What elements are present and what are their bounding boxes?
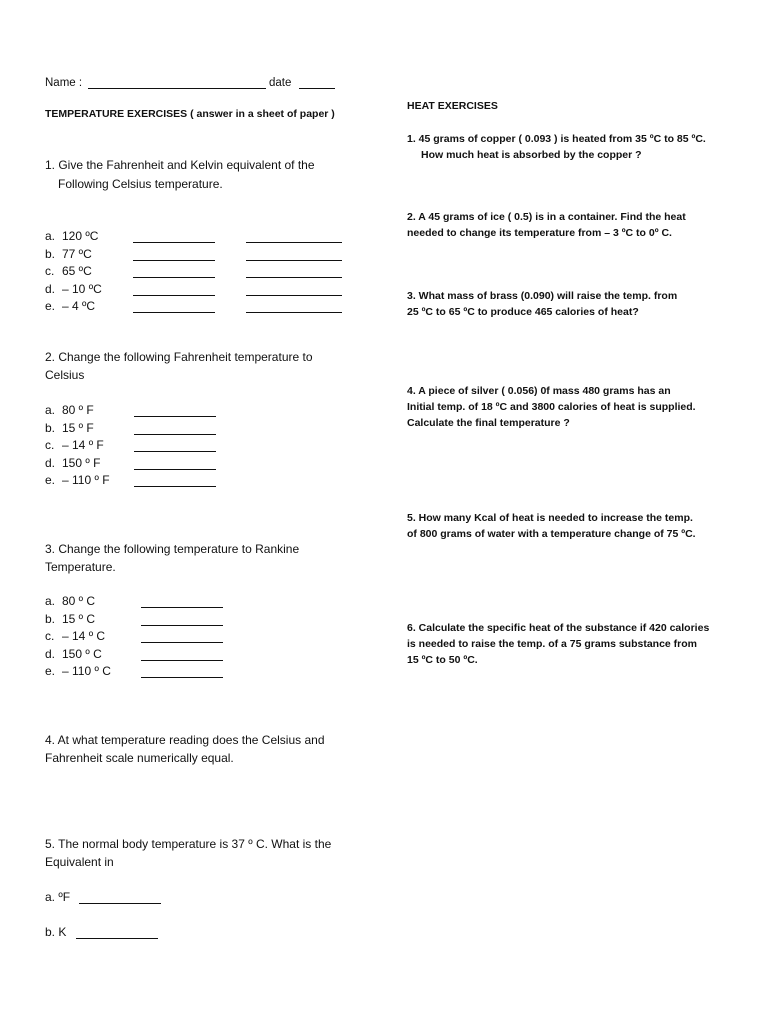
q2-item-d-letter: d.: [45, 455, 56, 470]
heat-q1-line1: 1. 45 grams of copper ( 0.093 ) is heated from 35 ºC to 85 ºC.: [407, 133, 706, 145]
q2-item-d-blank-1[interactable]: [134, 469, 216, 470]
heat-q4: [407, 383, 696, 431]
heat-q6-line1: 6. Calculate the specific heat of the substance if 420 calories: [407, 622, 710, 634]
q2-item-a-blank-1[interactable]: [134, 416, 216, 417]
q3-item-c-letter: c.: [45, 629, 55, 643]
q2-item-c-blank-1[interactable]: [134, 451, 216, 452]
q3-item-e-letter: e.: [45, 664, 56, 678]
heat-q3-line1: 3. What mass of brass (0.090) will raise the temp. from: [407, 290, 678, 302]
heat-q3: [407, 288, 677, 320]
q3-item-c-value: – 14 º C: [62, 629, 106, 643]
q3-item-b-blank-1[interactable]: [141, 625, 223, 626]
q1-line1: 1. Give the Fahrenheit and Kelvin equivalent of the: [45, 158, 315, 172]
heat-q3-line2: 25 ºC to 65 ºC to produce 465 calories of heat?: [407, 306, 639, 318]
q1-item-c-blank-1[interactable]: [133, 277, 215, 278]
q3-item-d-blank-1[interactable]: [141, 660, 223, 661]
q2-item-c-value: – 14 º F: [62, 438, 104, 452]
temperature-exercises-title: TEMPERATURE EXERCISES ( answer in a sheet of paper ): [45, 108, 335, 120]
q2-item-d-value: 150 º F: [62, 455, 101, 470]
q5-line2: Equivalent in: [45, 855, 114, 869]
q1-item-d-letter: d.: [45, 281, 56, 296]
q3-item-d-letter: d.: [45, 646, 56, 661]
q1-item-e-blank-1[interactable]: [133, 312, 215, 313]
q3-line1: 3. Change the following temperature to Rankine: [45, 542, 300, 556]
q1-item-a-blank-1[interactable]: [133, 242, 215, 243]
heat-q1: [407, 131, 706, 163]
q1-item-b-value: 77 ºC: [62, 246, 92, 261]
q2-item-e-blank-1[interactable]: [134, 486, 216, 487]
heat-q6-line3: 15 ºC to 50 ºC.: [407, 654, 478, 666]
q3-item-a-blank-1[interactable]: [141, 607, 223, 608]
q1-item-e-letter: e.: [45, 299, 56, 313]
heat-q5-line2: of 800 grams of water with a temperature change of 75 ºC.: [407, 528, 696, 540]
heat-q4-line3: Calculate the final temperature ?: [407, 417, 570, 429]
q2-item-e-letter: e.: [45, 473, 56, 487]
q2-item-b-letter: b.: [45, 420, 56, 435]
heat-q4-line2: Initial temp. of 18 ºC and 3800 calories of heat is supplied.: [407, 401, 696, 413]
q2-item-b-value: 15 º F: [62, 420, 94, 435]
q1-item-b-blank-1[interactable]: [133, 260, 215, 261]
q3-item-d-value: 150 º C: [62, 646, 102, 661]
q2-line2: Celsius: [45, 368, 85, 382]
q1-item-b-letter: b.: [45, 246, 56, 261]
q1-line2: Following Celsius temperature.: [58, 177, 223, 191]
q5-item-a-label: a. ºF: [45, 890, 71, 904]
heat-q6-line2: is needed to raise the temp. of a 75 grams substance from: [407, 638, 698, 650]
heat-q2: [407, 209, 686, 241]
q1-item-d-blank-1[interactable]: [133, 295, 215, 296]
q5-item-b-blank[interactable]: [76, 938, 158, 939]
heat-q2-line2: needed to change its temperature from – 3 ºC to 0º C.: [407, 227, 672, 239]
heat-q5-line1: 5. How many Kcal of heat is needed to increase the temp.: [407, 512, 693, 524]
q3-item-b-letter: b.: [45, 611, 56, 626]
date-blank[interactable]: [299, 88, 335, 89]
q3-item-c-blank-1[interactable]: [141, 642, 223, 643]
q1-item-d-blank-2[interactable]: [246, 295, 342, 296]
q3-item-a-letter: a.: [45, 594, 56, 608]
date-label: date: [269, 77, 292, 89]
heat-q1-line2: How much heat is absorbed by the copper ?: [421, 149, 642, 161]
q3-item-e-blank-1[interactable]: [141, 677, 223, 678]
q1-item-a-letter: a.: [45, 229, 56, 243]
q1-item-e-value: – 4 ºC: [62, 299, 96, 313]
q1-item-c-letter: c.: [45, 264, 55, 278]
q3-item-a-value: 80 º C: [62, 594, 96, 608]
q2-line1: 2. Change the following Fahrenheit temperature to: [45, 350, 313, 364]
heat-q6: [407, 620, 709, 668]
q2-item-b-blank-1[interactable]: [134, 434, 216, 435]
name-blank[interactable]: [88, 88, 266, 89]
heat-q4-line1: 4. A piece of silver ( 0.056) 0f mass 480 grams has an: [407, 385, 671, 397]
q5-item-b-label: b. K: [45, 925, 67, 939]
q3-item-b-value: 15 º C: [62, 611, 96, 626]
q1-item-c-value: 65 ºC: [62, 264, 92, 278]
q2-item-e-value: – 110 º F: [62, 473, 110, 487]
heat-q5: [407, 510, 696, 542]
q4-line1: 4. At what temperature reading does the Celsius and: [45, 733, 325, 747]
q1-item-a-blank-2[interactable]: [246, 242, 342, 243]
q1-item-a-value: 120 ºC: [62, 229, 99, 243]
q4-line2: Fahrenheit scale numerically equal.: [45, 751, 234, 765]
heat-q2-line1: 2. A 45 grams of ice ( 0.5) is in a container. Find the heat: [407, 211, 686, 223]
q2-item-a-value: 80 º F: [62, 403, 94, 417]
q2-item-a-letter: a.: [45, 403, 56, 417]
heat-exercises-title: HEAT EXERCISES: [407, 100, 498, 112]
q1-item-c-blank-2[interactable]: [246, 277, 342, 278]
q1-item-b-blank-2[interactable]: [246, 260, 342, 261]
q1-item-d-value: – 10 ºC: [62, 281, 102, 296]
name-label: Name :: [45, 77, 83, 89]
q2-item-c-letter: c.: [45, 438, 55, 452]
q3-line2: Temperature.: [45, 560, 116, 574]
q5-line1: 5. The normal body temperature is 37 º C. What is the: [45, 837, 332, 851]
q3-item-e-value: – 110 º C: [62, 664, 111, 678]
q1-item-e-blank-2[interactable]: [246, 312, 342, 313]
q5-item-a-blank[interactable]: [79, 903, 161, 904]
